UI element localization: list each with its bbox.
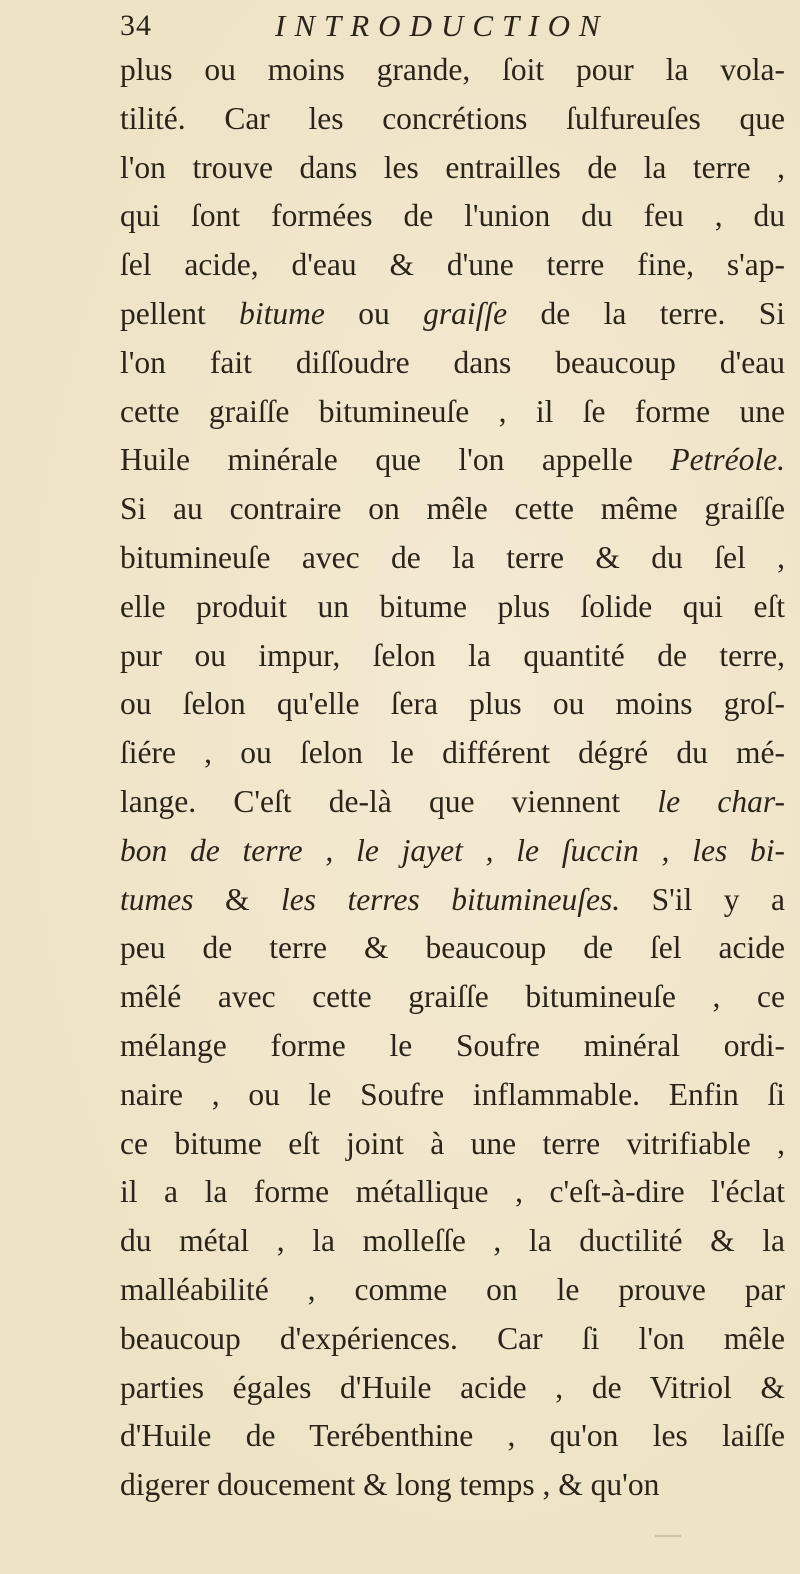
text-segment: ſel acide, d'eau & d'une terre fine, s'ap- [120,247,785,283]
text-line [120,290,785,339]
text-segment: Huile minérale que l'on appelle [120,442,671,478]
text-segment: de la terre. Si [507,295,785,331]
text-line [120,436,785,485]
text-segment: pur ou impur, ſelon la quantité de terre, [120,637,785,673]
text-segment: bitumineuſe avec de la terre & du ſel , [120,539,785,575]
text-line [120,95,785,144]
text-line [120,1022,785,1071]
text-line [120,1266,785,1315]
text-segment: l'on fait diſſoudre dans beaucoup d'eau [120,344,785,380]
text-segment: ou [324,295,424,331]
text-line [120,241,785,290]
italic-text: le char- [657,783,785,819]
text-line [120,973,785,1022]
italic-text: les terres bitumineuſes. [280,881,621,917]
text-line [120,485,785,534]
text-segment: naire , ou le Soufre inflammable. Enfin ſi [120,1076,785,1112]
text-segment: tilité. Car les concrétions ſulfureuſes que [120,100,785,136]
text-segment: malléabilité , comme on le prouve par [120,1271,785,1307]
text-segment: l'on trouve dans les entrailles de la terre , [120,149,785,185]
text-segment: qui ſont formées de l'union du feu , du [120,198,785,234]
text-segment: mélange forme le Soufre minéral ordi- [120,1027,785,1063]
text-segment: ce bitume eſt joint à une terre vitrifiable , [120,1125,785,1161]
text-segment: pellent [120,295,240,331]
text-segment: Si au contraire on mêle cette même graiſſe [120,491,785,527]
text-line [120,1461,785,1510]
italic-text: bitume [239,295,325,331]
text-line [120,1364,785,1413]
text-line [120,680,785,729]
text-line [120,827,785,876]
paper-mark [655,1535,681,1537]
text-line [120,192,785,241]
text-segment: lange. C'eſt de-là que viennent [120,783,658,819]
body-text [120,46,785,1510]
text-segment: du métal , la molleſſe , la ductilité & la [120,1223,785,1259]
text-segment: beaucoup d'expériences. Car ſi l'on mêle [120,1320,785,1356]
text-segment: mêlé avec cette graiſſe bitumineuſe , ce [120,979,785,1015]
text-segment: cette graiſſe bitumineuſe , il ſe forme une [120,393,785,429]
text-line [120,1168,785,1217]
text-line [120,924,785,973]
text-segment: ſiére , ou ſelon le différent dégré du mé- [120,735,785,771]
text-line [120,1412,785,1461]
text-segment: peu de terre & beaucoup de ſel acide [120,930,785,966]
page-header [120,4,780,48]
text-line [120,339,785,388]
text-segment: & [193,881,281,917]
text-line [120,1217,785,1266]
text-segment: plus ou moins grande, ſoit pour la vola- [120,52,785,87]
text-line [120,388,785,437]
text-line [120,534,785,583]
running-head: INTRODUCTION [275,8,609,43]
italic-text: tumes [120,881,194,917]
text-segment: ou ſelon qu'elle ſera plus ou moins groſ- [120,686,785,722]
text-line [120,1120,785,1169]
italic-text: bon de terre , le jayet , le ſuccin , les bi- [120,832,785,868]
page-number: 34 [120,9,152,42]
text-segment: il a la forme métallique , c'eſt-à-dire l'éclat [120,1174,785,1210]
text-line [120,583,785,632]
text-line [120,729,785,778]
text-segment: S'il y a [620,881,785,917]
text-line [120,632,785,681]
text-line [120,1071,785,1120]
text-line [120,1315,785,1364]
text-segment: digerer doucement & long temps , & qu'on [120,1467,660,1503]
text-segment: elle produit un bitume plus ſolide qui eſt [120,588,785,624]
text-line [120,46,785,95]
text-line [120,778,785,827]
text-segment: parties égales d'Huile acide , de Vitriol & [120,1369,785,1405]
italic-text: graiſſe [423,295,508,331]
text-segment: d'Huile de Terébenthine , qu'on les laiſſe [120,1418,785,1454]
text-line [120,144,785,193]
text-line [120,876,785,925]
italic-text: Petréole. [670,442,785,478]
